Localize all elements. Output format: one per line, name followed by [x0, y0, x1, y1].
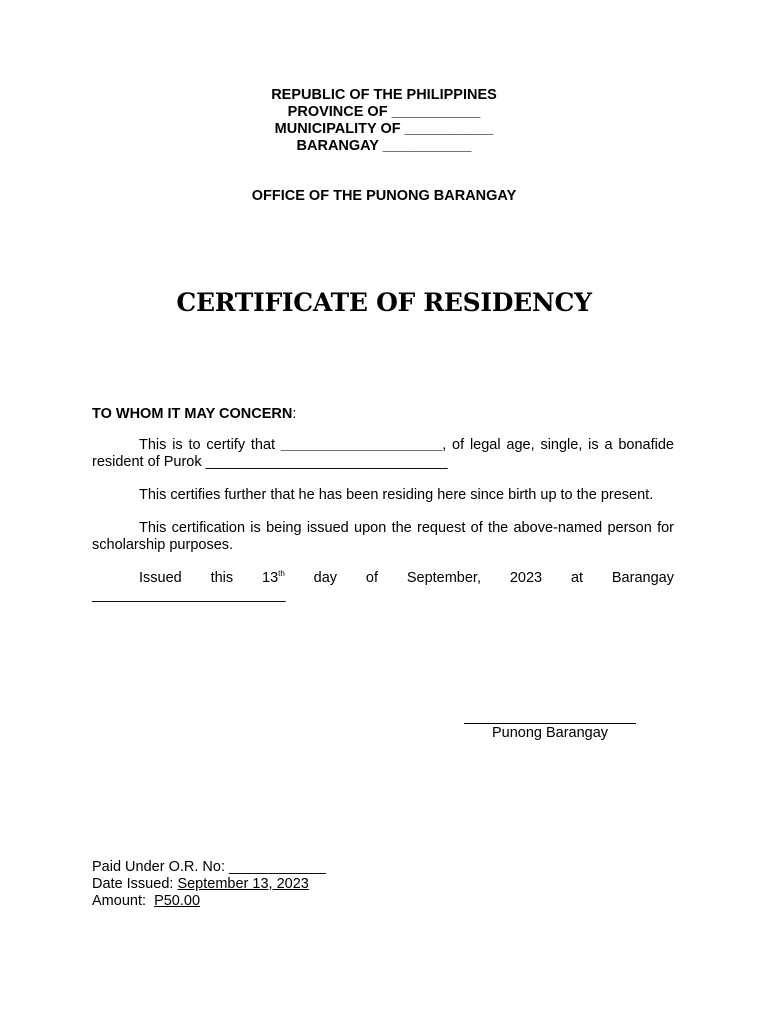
barangay-word: Barangay	[611, 570, 674, 586]
amount-value: P50.00	[154, 893, 201, 909]
amount-row	[92, 893, 326, 910]
signatory-title: Punong Barangay	[491, 725, 609, 741]
province-line	[0, 104, 768, 121]
barangay-line	[0, 138, 768, 155]
province-blank: ___________	[391, 104, 481, 120]
resident-name-blank: ____________________	[280, 437, 443, 453]
year-word: 2023	[509, 570, 543, 586]
certify-text-start: This is to certify that	[139, 437, 281, 453]
date-value: September 13, 2023	[177, 876, 309, 892]
at-word: at	[570, 570, 584, 586]
or-number-row	[92, 859, 326, 876]
day-num: 13	[262, 570, 279, 586]
letterhead	[0, 87, 768, 155]
date-issued-row	[92, 876, 326, 893]
salutation-text: TO WHOM IT MAY CONCERN	[92, 406, 293, 422]
issued-paragraph	[92, 570, 674, 604]
signature-line	[464, 707, 636, 724]
barangay-label: BARANGAY	[296, 138, 383, 154]
purpose-paragraph: This certification is being issued upon the request of the above-named person for scholarship purposes.	[92, 520, 674, 553]
issued-line	[92, 570, 674, 587]
province-label: PROVINCE OF	[287, 104, 392, 120]
issued-barangay-blank: ________________________	[92, 587, 286, 603]
this-word: this	[210, 570, 234, 586]
month-word: September,	[406, 570, 481, 586]
day-number	[262, 570, 285, 587]
certify-text-end: , of legal age, single, is a bonafide resident of Purok ______________________________	[92, 437, 674, 470]
certificate-body	[92, 406, 674, 604]
date-label: Date Issued:	[92, 876, 178, 892]
municipality-label: MUNICIPALITY OF	[274, 121, 405, 137]
salutation-colon: :	[292, 406, 297, 422]
barangay-blank: ___________	[382, 138, 472, 154]
municipality-blank: ___________	[404, 121, 494, 137]
day-word: day	[313, 570, 338, 586]
of-word: of	[365, 570, 378, 586]
issued-word: Issued	[139, 570, 182, 586]
document-title: CERTIFICATE OF RESIDENCY	[176, 288, 592, 317]
office-heading: OFFICE OF THE PUNONG BARANGAY	[251, 188, 517, 204]
salutation	[92, 406, 674, 423]
or-label: Paid Under O.R. No:	[92, 859, 229, 875]
municipality-line	[0, 121, 768, 138]
or-blank: ____________	[229, 859, 326, 875]
residing-paragraph: This certifies further that he has been residing here since birth up to the present.	[139, 487, 654, 503]
certify-paragraph	[92, 437, 674, 471]
signature-block	[464, 707, 636, 741]
republic-line: REPUBLIC OF THE PHILIPPINES	[271, 87, 497, 103]
payment-details	[92, 859, 326, 910]
day-suffix: th	[278, 569, 285, 579]
amount-label: Amount:	[92, 893, 155, 909]
